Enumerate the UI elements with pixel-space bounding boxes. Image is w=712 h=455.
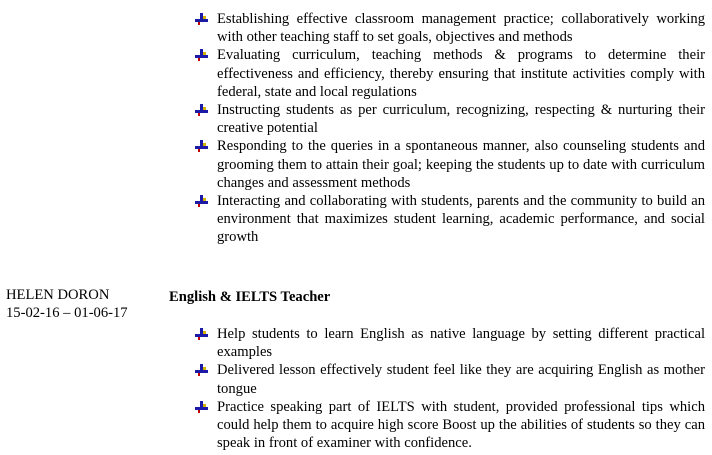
list-item: Establishing effective classroom management practice; collaboratively working with other teaching staff to set goals, objectives and methods [195, 10, 705, 46]
pushpin-bullet-icon [195, 140, 209, 153]
list-item: Responding to the queries in a spontaneous manner, also counseling students and grooming them to attain their goal; keeping the students up to date with curriculum changes and assessment methods [195, 137, 705, 192]
list-item: Evaluating curriculum, teaching methods & programs to determine their effectiveness and efficiency, thereby ensuring that institute activities comply with federal, state and local regulations [195, 46, 705, 101]
pushpin-bullet-icon [195, 195, 209, 208]
list-item: Instructing students as per curriculum, recognizing, respecting & nurturing their creative potential [195, 101, 705, 137]
employer-name: HELEN DORON [6, 287, 110, 303]
pushpin-bullet-icon [195, 49, 209, 62]
list-item: Delivered lesson effectively student feel like they are acquiring English as mother tongue [195, 361, 705, 397]
job-meta [6, 286, 128, 322]
pushpin-bullet-icon [195, 104, 209, 117]
pushpin-bullet-icon [195, 328, 209, 341]
list-item: Help students to learn English as native language by setting different practical examples [195, 325, 705, 361]
job-title: English & IELTS Teacher [169, 289, 331, 305]
employment-dates: 15-02-16 – 01-06-17 [6, 305, 128, 322]
prev-job-bullets [195, 10, 705, 247]
list-item: Practice speaking part of IELTS with student, provided professional tips which could help them to acquire high score Boost up the abilities of students so they can speak in front of examiner with confidence. [195, 398, 705, 453]
pushpin-bullet-icon [195, 13, 209, 26]
list-item: Interacting and collaborating with students, parents and the community to build an environment that maximizes student learning, academic performance, and social growth [195, 192, 705, 247]
pushpin-bullet-icon [195, 364, 209, 377]
pushpin-bullet-icon [195, 401, 209, 414]
job-bullets [195, 325, 705, 452]
